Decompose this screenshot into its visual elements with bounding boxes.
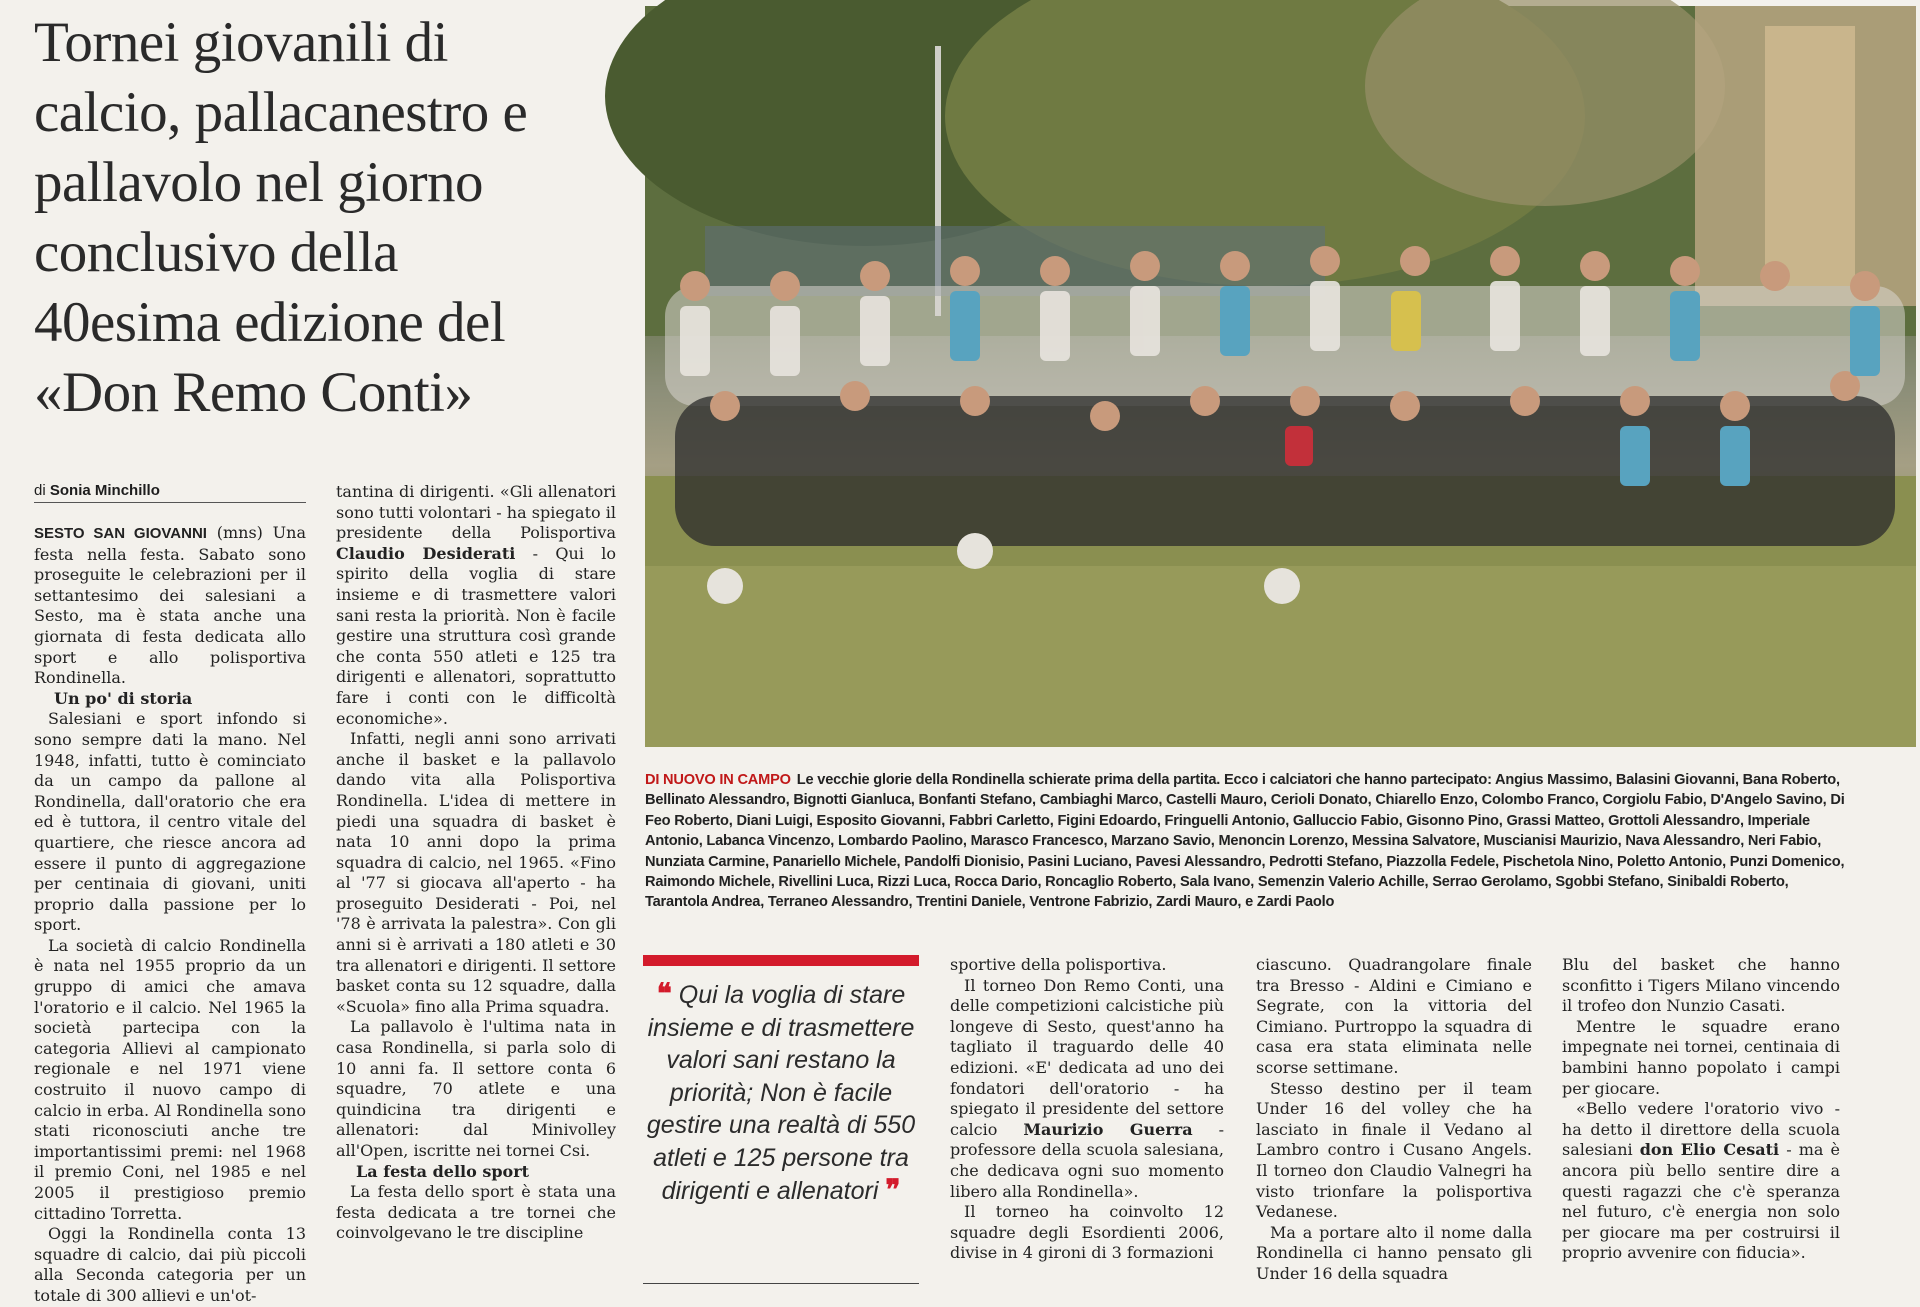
paragraph (1562, 1099, 1840, 1264)
dateline: SESTO SAN GIOVANNI (34, 525, 207, 542)
article-column-4 (1256, 955, 1532, 1295)
paragraph (336, 482, 616, 729)
paragraph-text: - ma è ancora più bello sentire dire a questi ragazzi che c'è speranza nel futuro, c'è energia non solo per giocare ma per costruirsi il proprio avvenire con fiducia». (1562, 1140, 1840, 1263)
paragraph: Mentre le squadre erano impegnate nei tornei, centinaia di bambini hanno popolato i campi per giocare. (1562, 1016, 1840, 1098)
pull-quote (643, 978, 919, 1208)
paragraph: ciascuno. Quadrangolare finale tra Bresso - Aldini e Cimiano e Segrate, con la vittoria del Cimiano. Purtroppo la squadra di casa era stata eliminata nelle scorse settimane. (1256, 955, 1532, 1077)
paragraph: Blu del basket che hanno sconfitto i Tigers Milano vincendo il trofeo don Nunzio Casati. (1562, 955, 1840, 1016)
article-column-1 (34, 523, 307, 1305)
pull-quote-bar (643, 955, 919, 966)
paragraph: Stesso destino per il team Under 16 del volley che ha lasciato in finale il Vedano al Lambro contro i Cusano Angels. Il torneo don Claudio Valnegri ha visto trionfare la polisportiva Vedanese. (1256, 1078, 1532, 1222)
article-column-5 (1562, 955, 1840, 1295)
team-photo (645, 6, 1916, 747)
paragraph-text: - professore della scuola salesiana, che dedicava ogni suo momento libero alla Rondinella». (950, 1119, 1225, 1201)
caption-text: Le vecchie glorie della Rondinella schierate prima della partita. Ecco i calciatori che hanno partecipato: Angius Massimo, Balasini Giovanni, Bana Roberto, Bellinato Alessandro, Bignotti Gianluca, Bonfanti Stefano, Cambiaghi Marco, Castelli Mauro, Cerioli Donato, Chiarello Enzo, Colombo Franco, Corgiolu Fabio, D'Angelo Savino, Di Feo Roberto, Diani Luigi, Esposito Giovanni, Fabbri Carletto, Figini Edoardo, Fringuelli Antonio, Galluccio Fabio, Gisonno Pino, Grassi Matteo, Grottoli Alessandro, Imperiale Antonio, Labanca Vincenzo, Lombardo Paolino, Marasco Francesco, Marzano Savio, Menoncin Lorenzo, Messina Salvatore, Muscianisi Maurizio, Nava Alessandro, Neri Fabio, Nunziata Carmine, Panariello Michele, Pandolfi Dionisio, Pasini Luciano, Pavesi Alessandro, Pedrotti Stefano, Piazzolla Fedele, Pischetola Nino, Poletto Antonio, Punzi Domenico, Raimondo Michele, Rivellini Luca, Rizzi Luca, Rocca Dario, Roncaglio Roberto, Sala Ivano, Semenzin Valerio Achille, Serrao Gerolamo, Sgobbi Stefano, Sinibaldi Roberto, Tarantola Andrea, Terraneo Alessandro, Trentini Daniele, Ventrone Fabrizio, Zardi Mauro, e Zardi Paolo (645, 772, 1845, 911)
paragraph: Il torneo ha coinvolto 12 squadre degli Esordienti 2006, divise in 4 gironi di 3 formazioni (950, 1202, 1224, 1263)
person-name: Claudio Desiderati (336, 543, 516, 563)
team-photo-illustration (645, 6, 1916, 747)
paragraph: La festa dello sport è stata una festa dedicata a tre tornei che coinvolgevano le tre discipline (336, 1182, 616, 1243)
byline (34, 482, 306, 503)
lead-text: (mns) Una festa nella festa. Sabato sono proseguite le celebrazioni per il settantesimo dei salesiani a Sesto, ma è stata anche una giornata di festa dedicata allo sport e allo polisportiva Rondinella. (34, 523, 307, 688)
caption-kicker: DI NUOVO IN CAMPO (645, 772, 791, 788)
person-name: don Elio Cesati (1639, 1140, 1780, 1160)
subhead-festa: La festa dello sport (356, 1161, 530, 1181)
lead-paragraph (34, 523, 306, 689)
paragraph: sportive della polisportiva. (950, 955, 1167, 974)
paragraph-text: «Bello vedere l'oratorio vivo - ha detto il direttore della scuola salesiani (1562, 1099, 1840, 1160)
paragraph: Oggi la Rondinella conta 13 squadre di calcio, dai più piccoli alla Seconda categoria per un totale di 300 allievi e un'ot- (34, 1224, 306, 1305)
article-column-2 (336, 482, 616, 1295)
photo-caption (645, 770, 1845, 913)
paragraph: La società di calcio Rondinella è nata nel 1955 proprio da un gruppo di amici che amava l'oratorio e il calcio. Nel 1965 la società partecipa con la categoria Allievi al campionato regionale e nel 1971 viene costruito il nuovo campo di calcio in erba. Al Rondinella sono stati riconosciuti anche tre importantissimi premi: nel 1968 il premio Coni, nel 1985 e nel 2005 il prestigioso premio cittadino Torretta. (34, 935, 306, 1223)
paragraph: Infatti, negli anni sono arrivati anche il basket e la pallavolo dando vita alla Polisportiva Rondinella. L'idea di mettere in piedi una squadra di basket è nata 10 anni dopo la prima squadra di calcio, nel 1965. «Fino al '77 si giocava all'aperto - ha proseguito Desiderati - Poi, nel '78 è arrivata la palestra». Con gli anni si è arrivati a 180 atleti e 30 tra allenatori e dirigenti. Il settore basket conta su 12 squadre, dalla «Scuola» fino alla Prima squadra. (336, 729, 616, 1016)
article-column-3 (950, 955, 1224, 1295)
person-name: Maurizio Guerra (1023, 1119, 1193, 1139)
headline: Tornei giovanili di calcio, pallacanestro e pallavolo nel giorno conclusivo della 40esima edizione del «Don Remo Conti» (34, 11, 528, 424)
quote-open-icon: ❝ (656, 978, 672, 1009)
paragraph (950, 976, 1224, 1203)
paragraph-text: Il torneo Don Remo Conti, una delle competizioni calcistiche più longeve di Sesto, quest'anno ha tagliato il traguardo delle 40 edizioni. «E' dedicata ad uno dei fondatori dell'oratorio - ha spiegato il presidente del settore calcio (950, 975, 1224, 1139)
subhead-storia: Un po' di storia (54, 688, 193, 708)
paragraph-text: tantina di dirigenti. «Gli allenatori sono tutti volontari - ha spiegato il presidente della Polisportiva (336, 482, 616, 543)
quote-close-icon: ❞ (885, 1174, 901, 1205)
paragraph-text: - Qui lo spirito della voglia di stare insieme e di trasmettere valori sani resta la priorità. Non è facile gestire una struttura così grande che conta 550 atleti e 125 tra dirigenti e allenatori, soprattutto fare i conti con le difficoltà economiche». (336, 543, 617, 728)
byline-prefix: di (34, 482, 46, 499)
pull-quote-text: Qui la voglia di stare insieme e di trasmettere valori sani restano la priorità; Non è facile gestire una realtà di 550 atleti e 125 persone tra dirigenti e allenatori (646, 981, 916, 1205)
paragraph: Ma a portare alto il nome dalla Rondinella ci hanno pensato gli Under 16 della squadra (1256, 1222, 1532, 1283)
paragraph: Salesiani e sport infondo si sono sempre dati la mano. Nel 1948, infatti, tutto è cominciato da un campo da pallone al Rondinella, dall'oratorio che era ed è tuttora, il centro vitale del quartiere, che riesce ancora ad essere il punto di aggregazione per centinaia di giovani, uniti proprio dalla passione per lo sport. (34, 709, 306, 935)
byline-author: Sonia Minchillo (49, 482, 160, 499)
paragraph: La pallavolo è l'ultima nata in casa Rondinella, si parla solo di 10 anni fa. Il settore conta 6 squadre, 70 atlete e una quindicina tra dirigenti e allenatori: dal Minivolley all'Open, iscritte nei tornei Csi. (336, 1017, 616, 1160)
pull-quote-rule (643, 1283, 919, 1284)
